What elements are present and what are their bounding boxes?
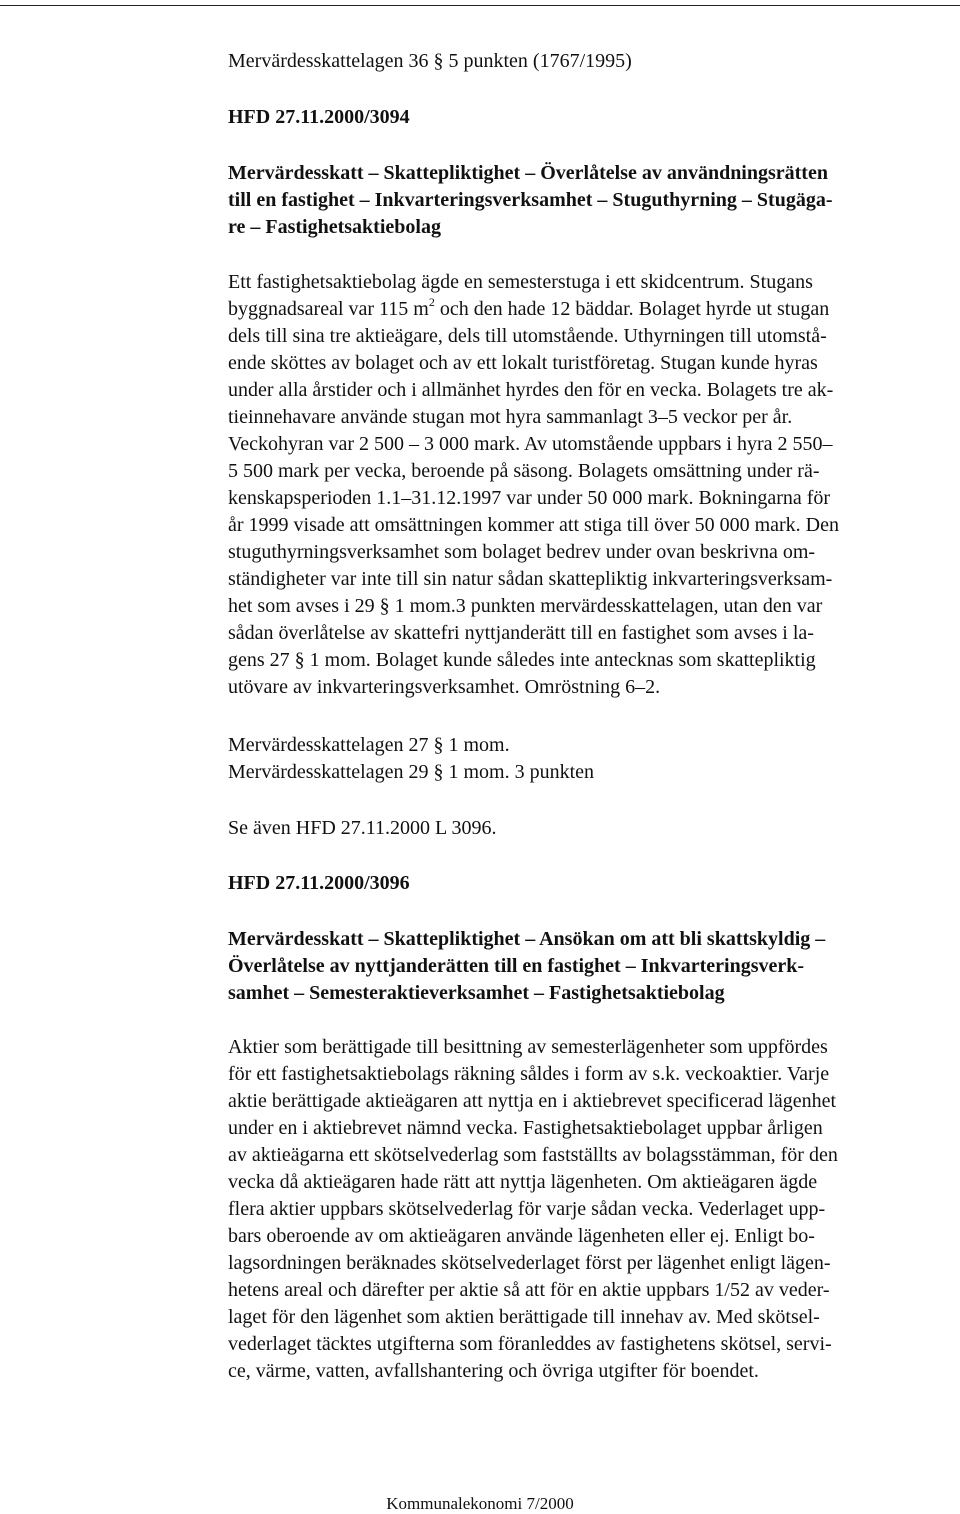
- summary-line: vecka då aktieägaren hade rätt att nyttja lägenheten. Om aktieägaren ägde: [228, 1171, 818, 1193]
- keyword-line: Mervärdesskatt – Skattepliktighet – Överlåtelse av användningsrätten: [228, 162, 828, 184]
- summary-line: flera aktier uppbars skötselvederlag för varje sådan vecka. Vederlaget upp-: [228, 1198, 826, 1220]
- keyword-line: re – Fastighetsaktiebolag: [228, 216, 441, 238]
- summary-line: av aktieägarna ett skötselvederlag som fastställts av bolagsstämman, för den: [228, 1144, 838, 1166]
- summary-line: het som avses i 29 § 1 mom.3 punkten mervärdesskattelagen, utan den var: [228, 595, 823, 617]
- summary-line: vederlaget täcktes utgifterna som föranleddes av fastighetens skötsel, servi-: [228, 1333, 832, 1355]
- summary-line: 5 500 mark per vecka, beroende på säsong. Bolagets omsättning under rä-: [228, 460, 820, 482]
- summary-line: Veckohyran var 2 500 – 3 000 mark. Av utomstående uppbars i hyra 2 550–: [228, 433, 833, 455]
- summary-line: Aktier som berättigade till besittning av semesterlägenheter som uppfördes: [228, 1036, 828, 1058]
- summary-line: bars oberoende av om aktieägaren använde lägenheten eller ej. Enligt bo-: [228, 1225, 815, 1247]
- keyword-line: till en fastighet – Inkvarteringsverksamhet – Stuguthyrning – Stugäga-: [228, 189, 833, 211]
- summary-line: hetens areal och därefter per aktie så att för en aktie uppbars 1/52 av veder-: [228, 1279, 830, 1301]
- summary-line: under alla årstider och i allmänhet hyrdes den för en vecka. Bolagets tre ak-: [228, 379, 834, 401]
- summary-line: laget för den lägenhet som aktien berättigade till innehav av. Med skötsel-: [228, 1306, 820, 1328]
- page-footer: Kommunalekonomi 7/2000: [386, 1494, 574, 1513]
- summary-line: ständigheter var inte till sin natur sådan skattepliktig inkvarteringsverksam-: [228, 568, 833, 590]
- summary-line: år 1999 visade att omsättningen kommer att stiga till över 50 000 mark. Den: [228, 514, 839, 536]
- summary-line: gens 27 § 1 mom. Bolaget kunde således inte antecknas som skattepliktig: [228, 649, 816, 671]
- summary-line: stuguthyrningsverksamhet som bolaget bedrev under ovan beskrivna om-: [228, 541, 816, 563]
- summary-line: ce, värme, vatten, avfallshantering och övriga utgifter för boendet.: [228, 1360, 759, 1382]
- summary-line: för ett fastighetsaktiebolags räkning såldes i form av s.k. veckoaktier. Varje: [228, 1063, 830, 1085]
- see-also: Se även HFD 27.11.2000 L 3096.: [228, 817, 497, 839]
- superscript: 2: [428, 295, 435, 309]
- summary-line: Ett fastighetsaktiebolag ägde en semesterstuga i ett skidcentrum. Stugans: [228, 271, 813, 293]
- case-heading: HFD 27.11.2000/3094: [228, 106, 410, 128]
- case-heading: HFD 27.11.2000/3096: [228, 872, 410, 894]
- reference-line: Mervärdesskattelagen 27 § 1 mom.: [228, 734, 510, 756]
- summary-line: ende sköttes av bolaget och av ett lokalt turistföretag. Stugan kunde hyras: [228, 352, 818, 374]
- reference-line: Mervärdesskattelagen 29 § 1 mom. 3 punkten: [228, 761, 595, 783]
- keyword-line: Överlåtelse av nyttjanderätten till en fastighet – Inkvarteringsverk-: [228, 955, 805, 977]
- summary-line: under en i aktiebrevet nämnd vecka. Fastighetsaktiebolaget uppbar årligen: [228, 1117, 823, 1139]
- keyword-line: samhet – Semesteraktieverksamhet – Fastighetsaktiebolag: [228, 982, 725, 1004]
- keyword-line: Mervärdesskatt – Skattepliktighet – Ansökan om att bli skattskyldig –: [228, 928, 826, 950]
- summary-line: lagsordningen beräknades skötselvederlaget först per lägenhet enligt lägen-: [228, 1252, 831, 1274]
- top-rule: [0, 5, 960, 6]
- summary-text: och den hade 12 bäddar. Bolaget hyrde ut stugan: [434, 298, 830, 320]
- summary-line: tieinnehavare använde stugan mot hyra sammanlagt 3–5 veckor per år.: [228, 406, 793, 428]
- law-reference: Mervärdesskattelagen 36 § 5 punkten (1767/1995): [228, 50, 632, 72]
- summary-line: dels till sina tre aktieägare, dels till utomstående. Uthyrningen till utomstå-: [228, 325, 827, 347]
- summary-line: sådan överlåtelse av skattefri nyttjanderätt till en fastighet som avses i la-: [228, 622, 814, 644]
- summary-line: aktie berättigade aktieägaren att nyttja en i aktiebrevet specificerad lägenhet: [228, 1090, 837, 1112]
- summary-line: utövare av inkvarteringsverksamhet. Omröstning 6–2.: [228, 676, 661, 698]
- summary-line: [228, 297, 829, 321]
- summary-line: kenskapsperioden 1.1–31.12.1997 var under 50 000 mark. Bokningarna för: [228, 487, 831, 509]
- summary-text: byggnadsareal var 115 m: [228, 298, 429, 320]
